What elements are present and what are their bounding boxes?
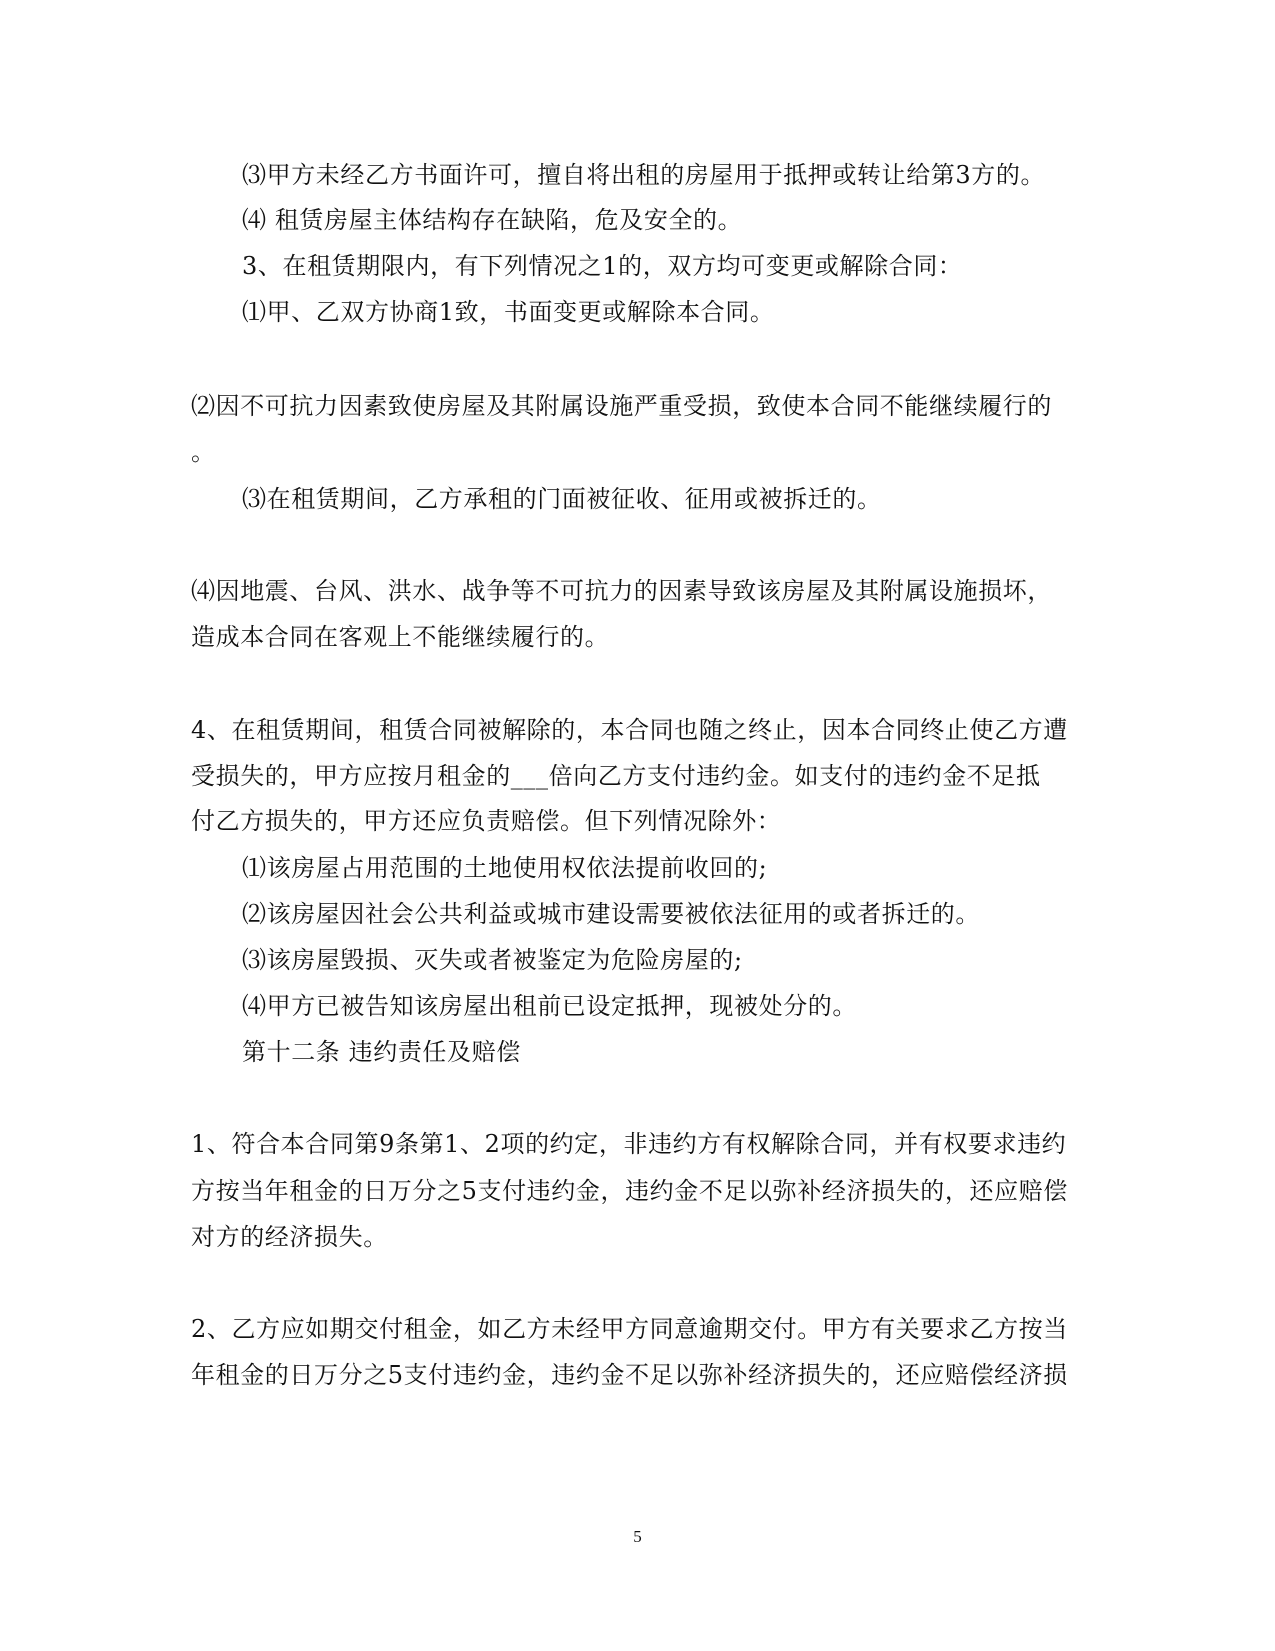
clause-line: 4、在租赁期间，租赁合同被解除的，本合同也随之终止，因本合同终止使乙方遭 bbox=[191, 716, 1068, 744]
clause-line: ⑷ 租赁房屋主体结构存在缺陷，危及安全的。 bbox=[242, 206, 743, 234]
clause-line: 3、在租赁期限内，有下列情况之1的，双方均可变更或解除合同： bbox=[242, 252, 963, 280]
clause-line: 付乙方损失的，甲方还应负责赔偿。但下列情况除外： bbox=[191, 807, 782, 835]
clause-line: ⑶在租赁期间，乙方承租的门面被征收、征用或被拆迁的。 bbox=[242, 485, 882, 513]
clause-line: ⑷甲方已被告知该房屋出租前已设定抵押，现被处分的。 bbox=[242, 992, 857, 1020]
clause-line: ⑶该房屋毁损、灭失或者被鉴定为危险房屋的; bbox=[242, 946, 743, 974]
page-number: 5 bbox=[633, 1527, 642, 1546]
clause-line: ⑴该房屋占用范围的土地使用权依法提前收回的; bbox=[242, 854, 768, 882]
clause-line: 1、符合本合同第9条第1、2项的约定，非违约方有权解除合同，并有权要求违约 bbox=[191, 1130, 1067, 1158]
clause-line: 2、乙方应如期交付租金，如乙方未经甲方同意逾期交付。甲方有关要求乙方按当 bbox=[191, 1315, 1068, 1343]
section-heading: 第十二条 违约责任及赔偿 bbox=[242, 1038, 521, 1066]
clause-line: ⑵因不可抗力因素致使房屋及其附属设施严重受损，致使本合同不能继续履行的 bbox=[191, 392, 1052, 420]
clause-line: ⑶甲方未经乙方书面许可，擅自将出租的房屋用于抵押或转让给第3方的。 bbox=[242, 161, 1046, 189]
clause-line: 方按当年租金的日万分之5支付违约金，违约金不足以弥补经济损失的，还应赔偿 bbox=[191, 1177, 1068, 1205]
clause-line: 对方的经济损失。 bbox=[191, 1223, 388, 1251]
clause-line: ⑵该房屋因社会公共利益或城市建设需要被依法征用的或者拆迁的。 bbox=[242, 900, 980, 928]
clause-line: 受损失的，甲方应按月租金的___倍向乙方支付违约金。如支付的违约金不足抵 bbox=[191, 762, 1041, 790]
clause-line: 年租金的日万分之5支付违约金，违约金不足以弥补经济损失的，还应赔偿经济损 bbox=[191, 1361, 1068, 1389]
clause-line: ⑴甲、乙双方协商1致，书面变更或解除本合同。 bbox=[242, 298, 775, 326]
clause-line: ⑷因地震、台风、洪水、战争等不可抗力的因素导致该房屋及其附属设施损坏， bbox=[191, 577, 1052, 605]
clause-line: 造成本合同在客观上不能继续履行的。 bbox=[191, 623, 610, 651]
clause-line: 。 bbox=[191, 438, 216, 466]
